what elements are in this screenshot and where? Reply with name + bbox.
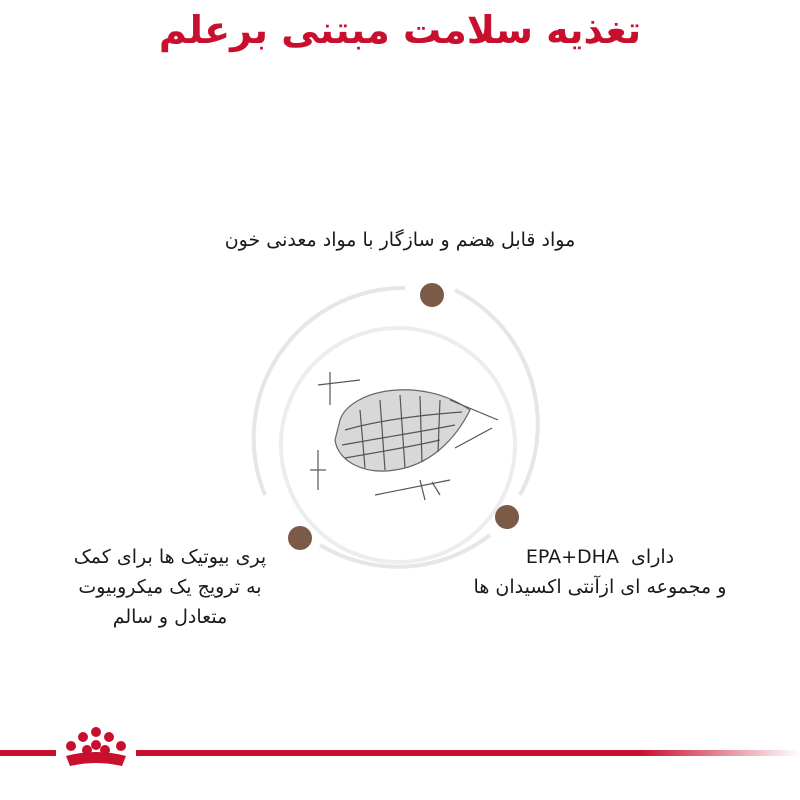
feature-dot-top (420, 283, 444, 307)
feature-caption-right (440, 542, 760, 602)
feature-dot-right (495, 505, 519, 529)
feature-top-line1: مواد قابل هضم و سازگار با مواد معدنی خون (224, 229, 576, 251)
outer-ring-arc-right (455, 290, 538, 495)
feature-left-line2: به ترویج یک میکروبیوت (78, 576, 262, 598)
feature-right-prefix: دارای (631, 546, 675, 568)
feature-left-line1: پری بیوتیک ها برای کمک (73, 546, 267, 568)
feature-left-line3: متعادل و سالم (112, 606, 228, 628)
feature-caption-top (150, 225, 650, 255)
feature-right-line1 (440, 542, 760, 572)
feature-right-line2: و مجموعه ای ازآنتی اکسیدان ها (473, 576, 727, 598)
feature-caption-left (30, 542, 310, 632)
page-title: تغذیه سلامت مبتنی برعلم (158, 8, 642, 52)
feature-right-highlight: EPA+DHA (525, 546, 619, 568)
kibble-sketch-icon (310, 372, 498, 500)
crown-logo-icon (56, 722, 136, 777)
